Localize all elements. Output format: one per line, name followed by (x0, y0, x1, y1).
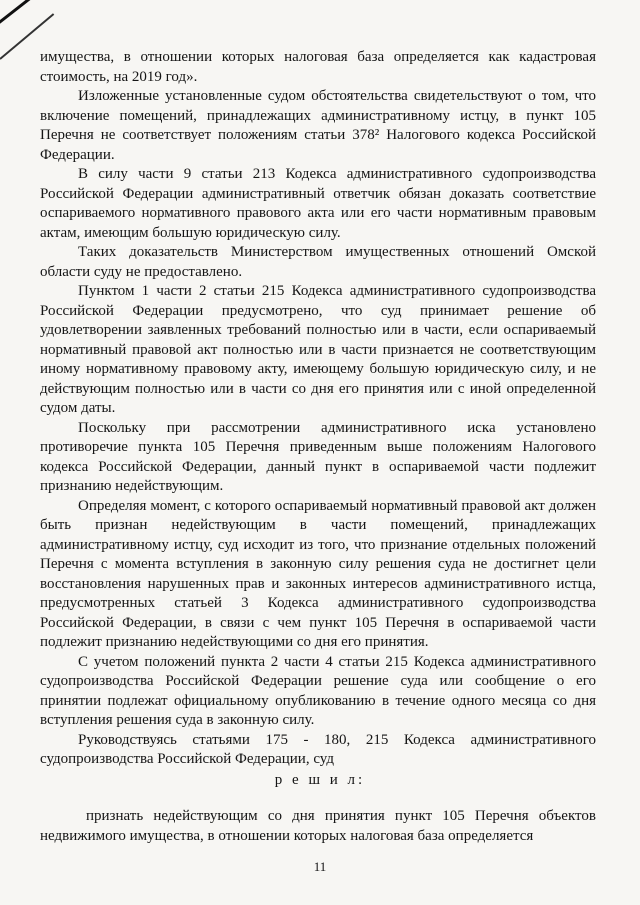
paragraph: Таких доказательств Министерством имущественных отношений Омской области суду не предоставлено. (40, 244, 596, 280)
paragraph: В силу части 9 статьи 213 Кодекса административного судопроизводства Российской Федерации административный ответчик обязан доказать соответствие оспариваемого нормативного правового акта или его части нормативным правовым актам, имеющим большую юридическую силу. (40, 166, 596, 241)
body-text (40, 48, 596, 770)
page-number: 11 (313, 859, 327, 874)
scan-edge-mark (0, 0, 99, 39)
decision-heading: р е ш и л: (274, 772, 366, 788)
paragraph: С учетом положений пункта 2 части 4 статьи 215 Кодекса административного судопроизводства Российской Федерации решение суда или сообщение о его принятии подлежат официальному опубликованию в течение одного месяца со дня вступления решения суда в законную силу. (40, 653, 596, 728)
paragraph: Изложенные установленные судом обстоятельства свидетельствуют о том, что включение помещений, принадлежащих административному истцу, в пункт 105 Перечня не соответствует положениям статьи 378² Налогового кодекса Российской Федерации. (40, 88, 596, 163)
paragraph: признать недействующим со дня принятия пункт 105 Перечня объектов недвижимого имущества, в отношении которых налоговая база определяется (40, 808, 596, 844)
paragraph: Поскольку при рассмотрении административного иска установлено противоречие пункта 105 Перечня приведенным выше положениям Налогового кодекса Российской Федерации, данный пункт в оспариваемой части подлежит признанию недействующим. (40, 419, 596, 494)
decision-text (40, 806, 596, 846)
paragraph: имущества, в отношении которых налоговая база определяется как кадастровая стоимость, на 2019 год». (40, 49, 596, 85)
paragraph: Руководствуясь статьями 175 - 180, 215 Кодекса административного судопроизводства Российской Федерации, суд (40, 731, 596, 767)
paragraph: Определяя момент, с которого оспариваемый нормативный правовой акт должен быть признан недействующим в части помещений, принадлежащих административному истцу, суд исходит из того, что признание отдельных положений Перечня с момента вступления в законную силу решения суда не достигнет цели восстановления нарушенных прав и законных интересов административного истца, предусмотренных статьей 3 Кодекса административного судопроизводства Российской Федерации, в связи с чем пункт 105 Перечня в оспариваемой части подлежит признанию недействующими со дня его принятия. (40, 497, 596, 650)
paragraph: Пунктом 1 части 2 статьи 215 Кодекса административного судопроизводства Российской Федерации предусмотрено, что суд принимает решение об удовлетворении заявленных требований полностью или в части, если оспариваемый нормативный правовой акт полностью или в части признается не соответствующим иному нормативному правовому акту, имеющему большую юридическую силу, и не действующим полностью или в части со дня его принятия или с иной определенной судом даты. (40, 283, 596, 416)
